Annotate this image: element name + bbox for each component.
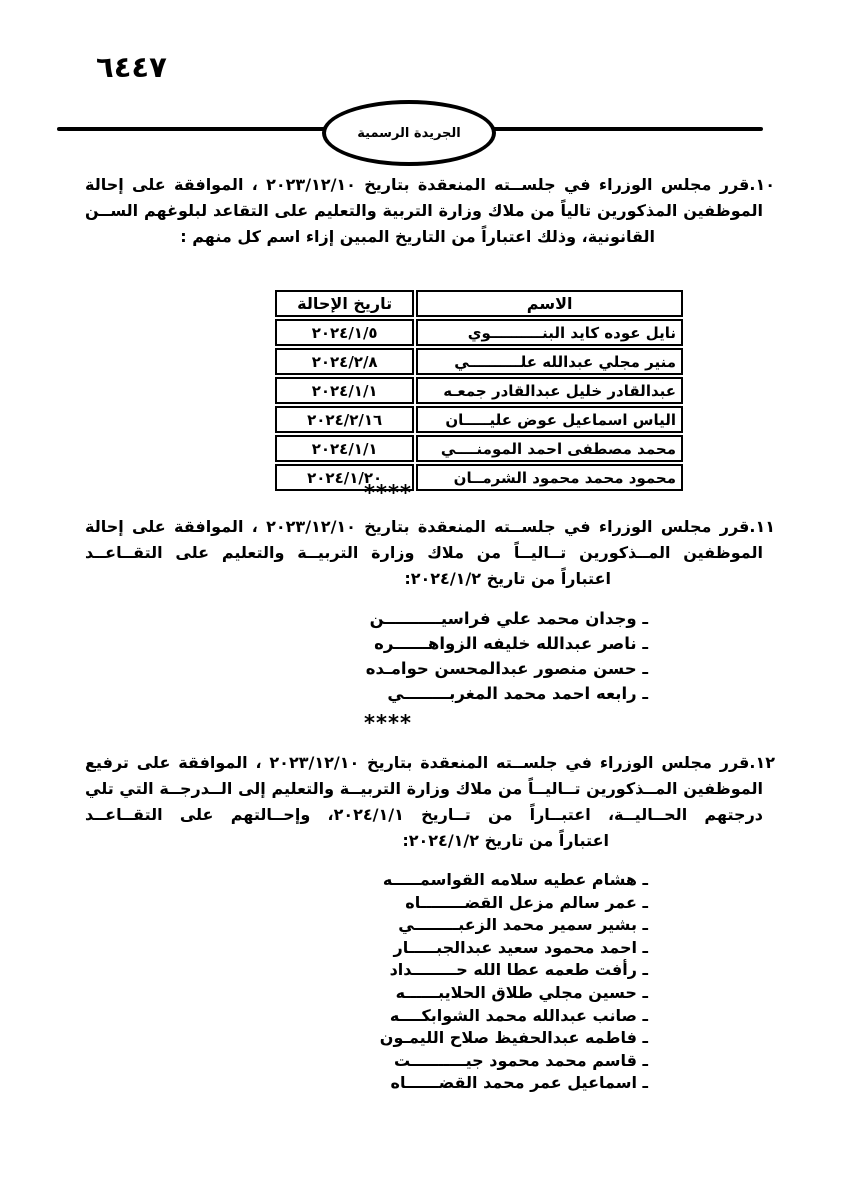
- name-item: ـ ناصر عبدالله خليفه الزواهــــــره: [374, 634, 648, 653]
- referral-date-cell: ٢٠٢٤/١/٢٠: [275, 464, 414, 491]
- referral-date-cell: ٢٠٢٤/٢/١٦: [275, 406, 414, 433]
- names-list-12: [300, 869, 648, 1095]
- name-item: ـ فاطمه عبدالحفيظ صلاح الليمـون: [379, 1028, 648, 1048]
- col-header-name: الاسم: [416, 290, 683, 317]
- decision-11-paragraph: [85, 514, 775, 592]
- name-item: ـ اسماعيل عمر محمد القضــــــاه: [390, 1073, 648, 1093]
- decision-10-paragraph: [85, 172, 775, 250]
- name-item: ـ هشام عطيه سلامه القواسمـــــه: [382, 870, 648, 889]
- name-item: ـ عمر سالم مزعل القضــــــــاه: [405, 892, 648, 912]
- decision-11-line-2: الموظفين المــذكورين تــاليــاً من ملاك وزارة التربيــة والتعليم على التقــاعــد: [85, 543, 763, 562]
- referral-date-cell: ٢٠٢٤/٢/٨: [275, 348, 414, 375]
- names-list-11: [333, 606, 648, 706]
- decision-11-line-1: ١١.قرر مجلس الوزراء في جلســته المنعقدة بتاريخ ٢٠٢٣/١٢/١٠ ، الموافقة على إحالة: [85, 517, 775, 536]
- name-item: ـ صانب عبدالله محمد الشوابكــــه: [389, 1005, 648, 1025]
- name-item: ـ بشير سمير محمد الزعبــــــــي: [398, 915, 648, 935]
- name-item: ـ قاسم محمد محمود جيــــــــــت: [393, 1050, 648, 1070]
- referral-date-cell: ٢٠٢٤/١/١: [275, 435, 414, 462]
- table-row: [275, 348, 683, 375]
- employee-name-cell: محمد مصطفى احمد المومنــــي: [416, 435, 683, 462]
- decision-12-line-1: ١٢.قرر مجلس الوزراء في جلســته المنعقدة بتاريخ ٢٠٢٣/١٢/١٠ ، الموافقة على ترفيع: [85, 753, 775, 772]
- gazette-seal-title: الجريدة الرسمية: [357, 125, 461, 141]
- referral-date-cell: ٢٠٢٤/١/٥: [275, 319, 414, 346]
- col-header-date: تاريخ الإحالة: [275, 290, 414, 317]
- retirement-table: [273, 288, 685, 493]
- page-number: ٦٤٤٧: [96, 50, 167, 84]
- employee-name-cell: عبدالقادر خليل عبدالقادر جمعـه: [416, 377, 683, 404]
- table-header-row: [275, 290, 683, 317]
- decision-12-line-3: درجتهم الحــاليــة، اعتبــاراً من تــاريخ ٢٠٢٤/١/١، وإحــالتهم على التقــاعــد: [85, 805, 764, 824]
- gazette-seal: [322, 100, 496, 166]
- decision-12-paragraph: [85, 750, 775, 854]
- employee-name-cell: الياس اسماعيل عوض عليـــــان: [416, 406, 683, 433]
- table-row: [275, 406, 683, 433]
- stars-separator-2: ****: [364, 711, 412, 735]
- decision-10-line-2: الموظفين المذكورين تالياً من ملاك وزارة التربية والتعليم على التقاعد لبلوغهم الســن: [85, 201, 763, 220]
- name-item: ـ حسن منصور عبدالمحسن حوامـده: [365, 659, 648, 678]
- decision-12-line-4: اعتباراً من تاريخ ٢٠٢٤/١/٢:: [402, 831, 609, 850]
- name-item: ـ رابعه احمد محمد المغربــــــــي: [387, 684, 648, 703]
- decision-11-line-3: اعتباراً من تاريخ ٢٠٢٤/١/٢:: [404, 569, 611, 588]
- employee-name-cell: منير مجلي عبدالله علــــــــــي: [416, 348, 683, 375]
- name-item: ـ رأفت طعمه عطا الله حــــــــداد: [389, 960, 648, 980]
- employee-name-cell: نايل عوده كايد البنــــــــــوي: [416, 319, 683, 346]
- name-item: ـ وجدان محمد علي فراسيــــــــــن: [369, 609, 648, 628]
- table-row: [275, 319, 683, 346]
- name-item: ـ احمد محمود سعيد عبدالجبـــــار: [393, 937, 648, 957]
- stars-separator-1: ****: [364, 481, 412, 505]
- name-item: ـ حسين مجلي طلاق الحلايبــــــه: [395, 982, 648, 1002]
- employee-name-cell: محمود محمد محمود الشرمــان: [416, 464, 683, 491]
- decision-10-line-1: ١٠.قرر مجلس الوزراء في جلســته المنعقدة بتاريخ ٢٠٢٣/١٢/١٠ ، الموافقة على إحالة: [85, 175, 775, 194]
- table-row: [275, 377, 683, 404]
- table-row: [275, 435, 683, 462]
- table-row: [275, 464, 683, 491]
- decision-12-line-2: الموظفين المــذكورين تــاليــاً من ملاك وزارة التربيــة والتعليم إلى الــدرجــة التي تلي: [85, 779, 763, 798]
- decision-10-line-3: القانونية، وذلك اعتباراً من التاريخ المبين إزاء اسم كل منهم :: [180, 227, 655, 246]
- referral-date-cell: ٢٠٢٤/١/١: [275, 377, 414, 404]
